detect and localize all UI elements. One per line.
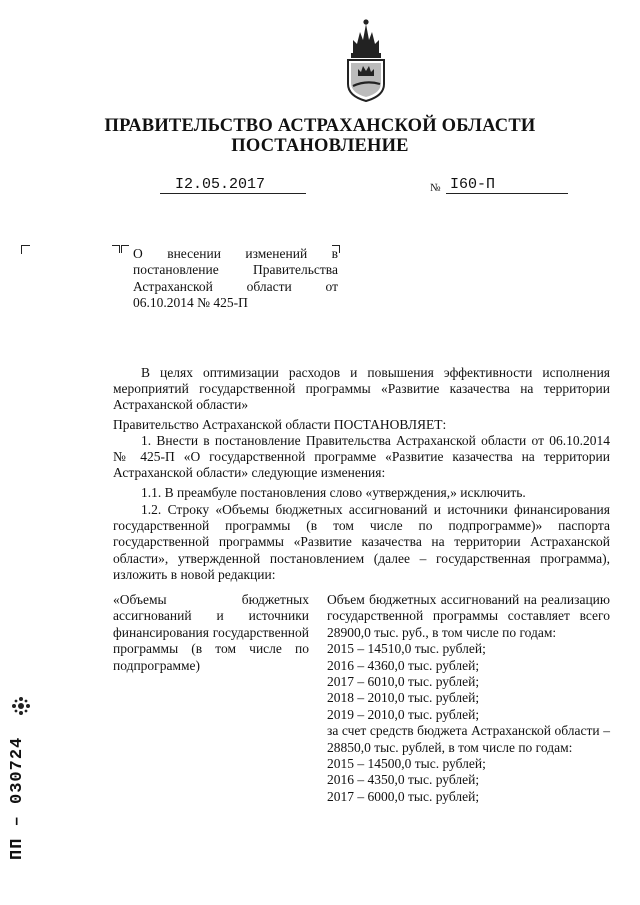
side-serial-code [0,700,34,870]
government-title: ПРАВИТЕЛЬСТВО АСТРАХАНСКОЙ ОБЛАСТИ [104,116,536,136]
document-number: I60-П [450,176,496,193]
number-sign: № [430,182,441,194]
corner-mark-subject-left2 [121,245,129,253]
number-underline [446,193,568,194]
budget-intro: за счет средств бюджета Астраханской области – 28850,0 тыс. рублей, в том числе по годам: [327,723,610,755]
year-line: 2015 – 14510,0 тыс. рублей; [327,641,486,657]
year-line: 2018 – 2010,0 тыс. рублей; [327,690,480,706]
ornament-icon [10,695,32,717]
corner-mark-left [21,245,30,254]
intro-paragraph: В целях оптимизации расходов и повышения эффективности исполнения мероприятий государственной программы «Развитие казачества на территории Астраханской области» [113,365,610,413]
item-1-paragraph: 1. Внести в постановление Правительства Астраханской области от 06.10.2014 № 425-П «О государственной программе «Развитие казачества на территории Астраханской области» следующие изменения: [113,433,610,481]
coat-of-arms-emblem [343,18,389,102]
table-right-intro: Объем бюджетных ассигнований на реализацию государственной программы составляет всего 28900,0 тыс. руб., в том числе по годам: [327,592,610,640]
date-underline [160,193,306,194]
table-right-cell [327,592,610,805]
year-line: 2017 – 6010,0 тыс. рублей; [327,674,480,690]
year-line: 2017 – 6000,0 тыс. рублей; [327,788,480,804]
document-date: I2.05.2017 [175,176,266,193]
document-subject: О внесении изменений в постановление Правительства Астраханской области от 06.10.2014 № 425-П [133,246,338,311]
document-type-title: ПОСТАНОВЛЕНИЕ [231,136,409,156]
item-1-1-paragraph: 1.1. В преамбуле постановления слово «утверждения,» исключить. [141,485,526,500]
table-left-cell: «Объемы бюджетных ассигнований и источники финансирования государственной программы (в том числе по подпрограмме) [113,592,309,673]
year-line: 2016 – 4360,0 тыс. рублей; [327,657,480,673]
item-1-2-paragraph: 1.2. Строку «Объемы бюджетных ассигнований и источники финансирования государственной программы (в том числе по подпрограмме)» паспорта государственной программы «Развитие казачества на территории Астраханской области», утвержденной постановлением (далее – государственная программа), изложить в новой редакции: [113,502,610,582]
side-serial-code-text: ПП – 030724 [8,736,27,860]
year-line: 2016 – 4350,0 тыс. рублей; [327,772,480,788]
corner-mark-subject-left [112,245,120,253]
year-line: 2019 – 2010,0 тыс. рублей; [327,706,480,722]
resolves-paragraph: Правительство Астраханской области ПОСТАНОВЛЯЕТ: [113,417,447,432]
year-line: 2015 – 14500,0 тыс. рублей; [327,756,486,772]
